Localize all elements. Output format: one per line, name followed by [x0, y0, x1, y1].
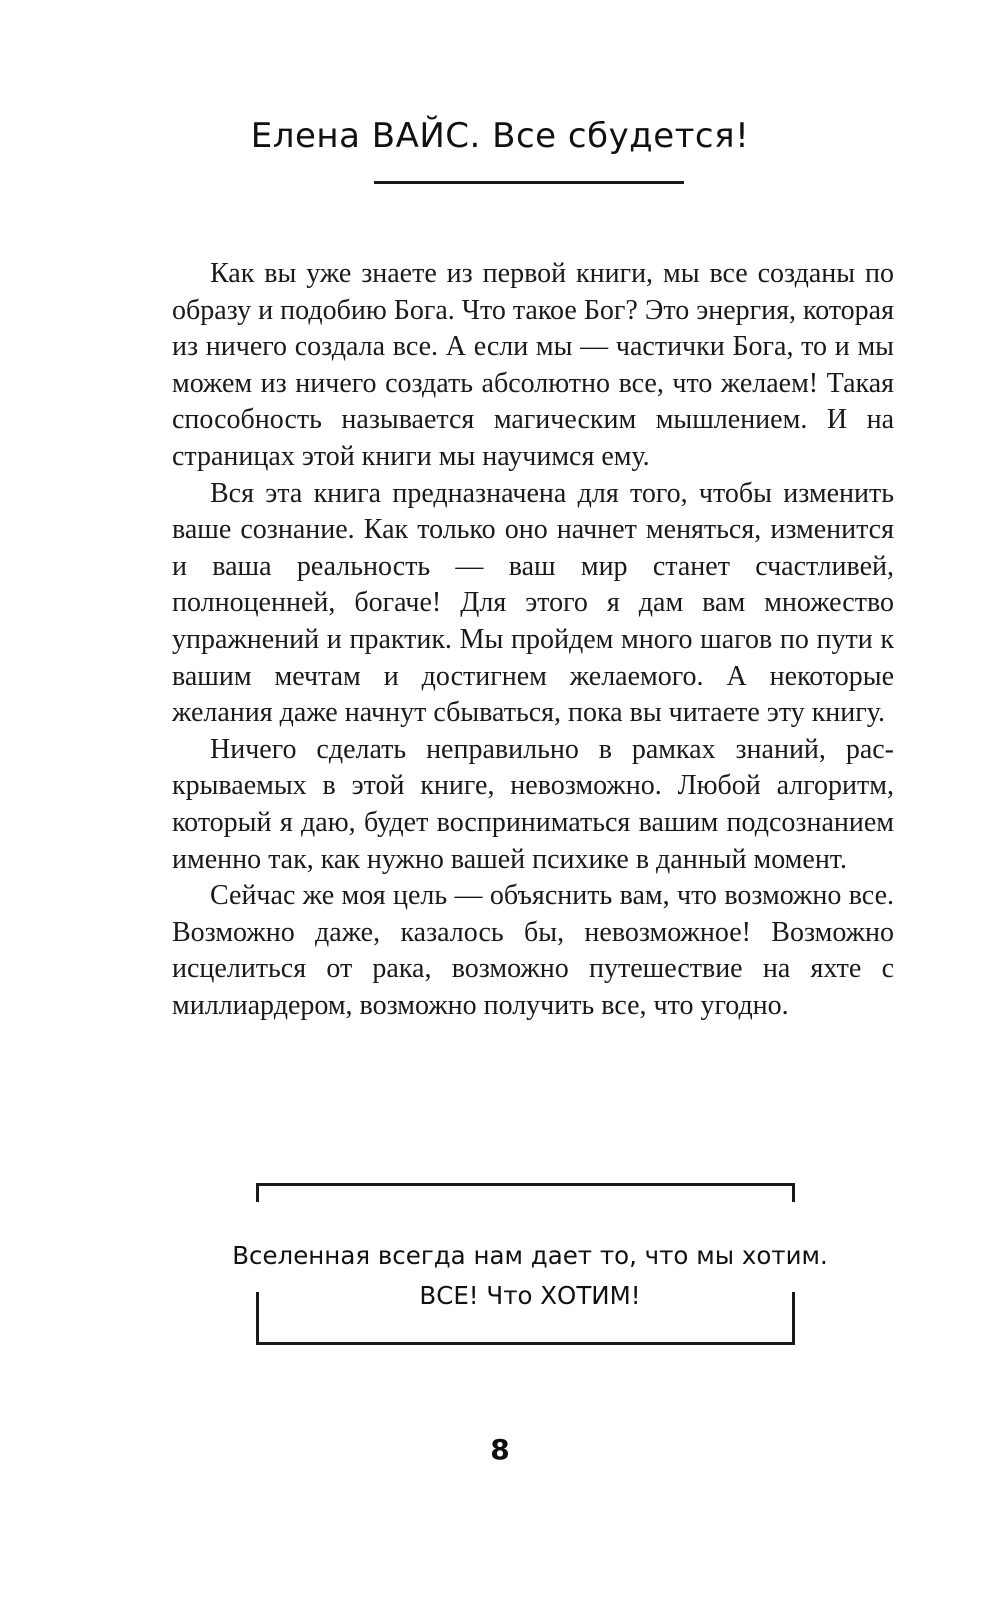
callout-bracket-top	[256, 1183, 795, 1202]
paragraph-3: Ничего сделать неправильно в рамках знаний, раскрываемых в этой книге, невозможно. Любой алгоритм, который я даю, будет восприниматься вашим подсознанием именно так, как нужно вашей психике в данный момент.	[172, 733, 894, 875]
callout-text	[160, 1236, 900, 1316]
callout-line-2: ВСЕ! Что ХОТИМ!	[419, 1281, 641, 1310]
page-number: 8	[490, 1433, 510, 1466]
running-head: Елена ВАЙС. Все сбудется!	[250, 116, 750, 156]
paragraph-4: Сейчас же моя цель — объяснить вам, что возможно все. Возможно даже, казалось бы, невозможное! Возможно исцелиться от рака, возможно путешествие на яхте с миллиардером, возможно получить все, что угодно.	[172, 880, 894, 1021]
paragraph-1: Как вы уже знаете из первой книги, мы все созданы по образу и подобию Бога. Что такое Бог? Это энергия, которая из ничего создала все. А если мы — частички Бога, то и мы можем из ничего создать абсолютно все, что желаем! Такая способность называется магическим мышлением. И на страницах этой книги мы научимся ему.	[172, 258, 894, 472]
header-rule	[374, 181, 684, 184]
callout-line-1: Вселенная всегда нам дает то, что мы хотим.	[232, 1241, 828, 1270]
body-text	[172, 256, 894, 1024]
paragraph-2: Вся эта книга предназначена для того, чтобы изменить ваше сознание. Как только оно начнет меняться, изменится и ваша реальность — ваш мир станет счастливей, полноценней, богаче! Для этого я дам вам множество упражнений и практик. Мы пройдем много шагов по пути к вашим мечтам и достигнем желаемого. А некоторые желания даже начнут сбываться, пока вы читаете эту книгу.	[172, 477, 894, 729]
